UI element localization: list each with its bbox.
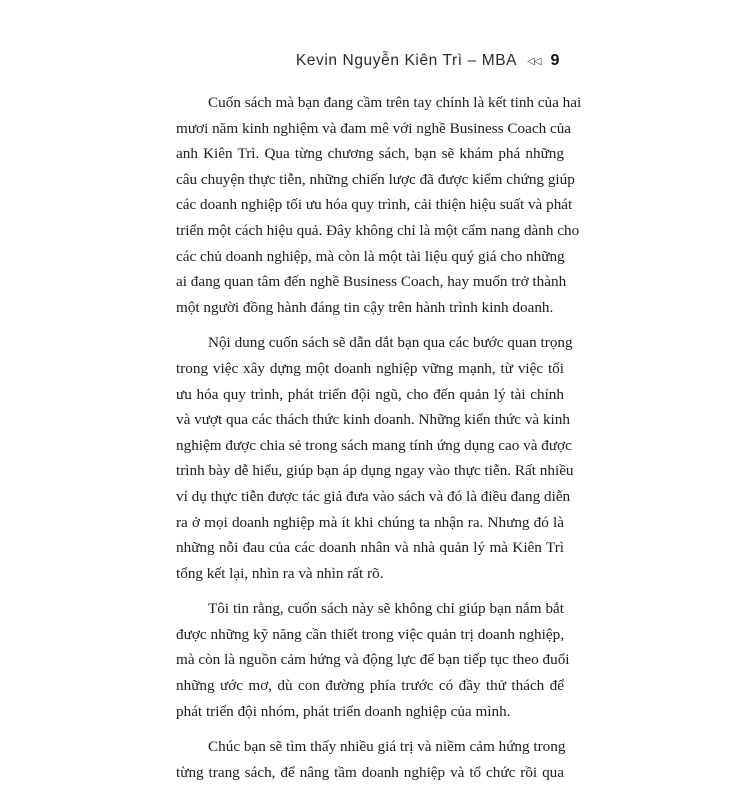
- text-line: mà còn là nguồn cảm hứng và động lực để bạn tiếp tục theo đuổi: [176, 651, 570, 669]
- text-line: ai đang quan tâm đến nghề Business Coach, hay muốn trở thành: [176, 273, 567, 291]
- text-line: tổng kết lại, nhìn ra và nhìn rất rõ.: [176, 564, 384, 582]
- paragraph: [176, 330, 574, 586]
- text-line: Chúc bạn sẽ tìm thấy nhiều giá trị và niềm cảm hứng trong: [208, 738, 566, 756]
- double-left-arrow-icon: ◁◁: [527, 55, 541, 67]
- text-line: triển một cách hiệu quả. Đây không chỉ là một cẩm nang dành cho: [176, 221, 580, 239]
- body-text: [176, 90, 582, 795]
- text-line: được những kỹ năng cần thiết trong việc quản trị doanh nghiệp,: [176, 625, 564, 643]
- running-title: Kevin Nguyễn Kiên Trì – MBA: [295, 52, 518, 69]
- text-line: một người đồng hành đáng tin cậy trên hành trình kinh doanh.: [176, 298, 554, 316]
- text-line: những nỗi đau của các doanh nhân và nhà quản lý mà Kiên Trì: [176, 539, 564, 557]
- text-line: ra ở mọi doanh nghiệp mà ít khi chúng ta nhận ra. Nhưng đó là: [176, 513, 564, 531]
- text-line: anh Kiên Trì. Qua từng chương sách, bạn sẽ khám phá những: [176, 145, 564, 163]
- text-line: phát triển đội nhóm, phát triển doanh nghiệp của mình.: [176, 702, 511, 720]
- text-line: ưu hóa quy trình, phát triển đội ngũ, cho đến quản lý tài chính: [176, 385, 564, 403]
- text-line: mươi năm kinh nghiệm và đam mê với nghề Business Coach của: [176, 119, 572, 137]
- page-number: 9: [550, 52, 560, 69]
- running-header: [296, 52, 560, 70]
- text-line: Nội dung cuốn sách sẽ dẫn dắt bạn qua các bước quan trọng: [208, 334, 573, 352]
- text-line: Tôi tin rằng, cuốn sách này sẽ không chỉ giúp bạn nắm bắt: [208, 600, 564, 618]
- text-line: từng trang sách, để nâng tầm doanh nghiệp và tổ chức rồi qua: [176, 763, 564, 781]
- text-line: câu chuyện thực tiễn, những chiến lược đã được kiểm chứng giúp: [176, 170, 575, 188]
- paragraph: [176, 734, 564, 785]
- text-line: và vượt qua các thách thức kinh doanh. Những kiến thức và kinh: [176, 411, 570, 429]
- text-line: trình bày dễ hiểu, giúp bạn áp dụng ngay vào thực tiễn. Rất nhiều: [176, 462, 574, 480]
- paragraph: [176, 596, 570, 724]
- text-line: các doanh nghiệp tối ưu hóa quy trình, cải thiện hiệu suất và phát: [176, 196, 573, 214]
- text-line: các chủ doanh nghiệp, mà còn là một tài liệu quý giá cho những: [176, 247, 565, 265]
- text-line: trong việc xây dựng một doanh nghiệp vững mạnh, từ việc tối: [176, 359, 564, 377]
- text-line: nghiệm được chia sẻ trong sách mang tính ứng dụng cao và được: [176, 436, 572, 454]
- text-line: những ước mơ, dù con đường phía trước có đầy thử thách để: [176, 677, 564, 695]
- text-line: ví dụ thực tiễn được tác giả đưa vào sách và đó là điều đang diễn: [176, 487, 571, 505]
- paragraph: [176, 90, 582, 320]
- text-line: Cuốn sách mà bạn đang cầm trên tay chính là kết tinh của hai: [208, 94, 582, 111]
